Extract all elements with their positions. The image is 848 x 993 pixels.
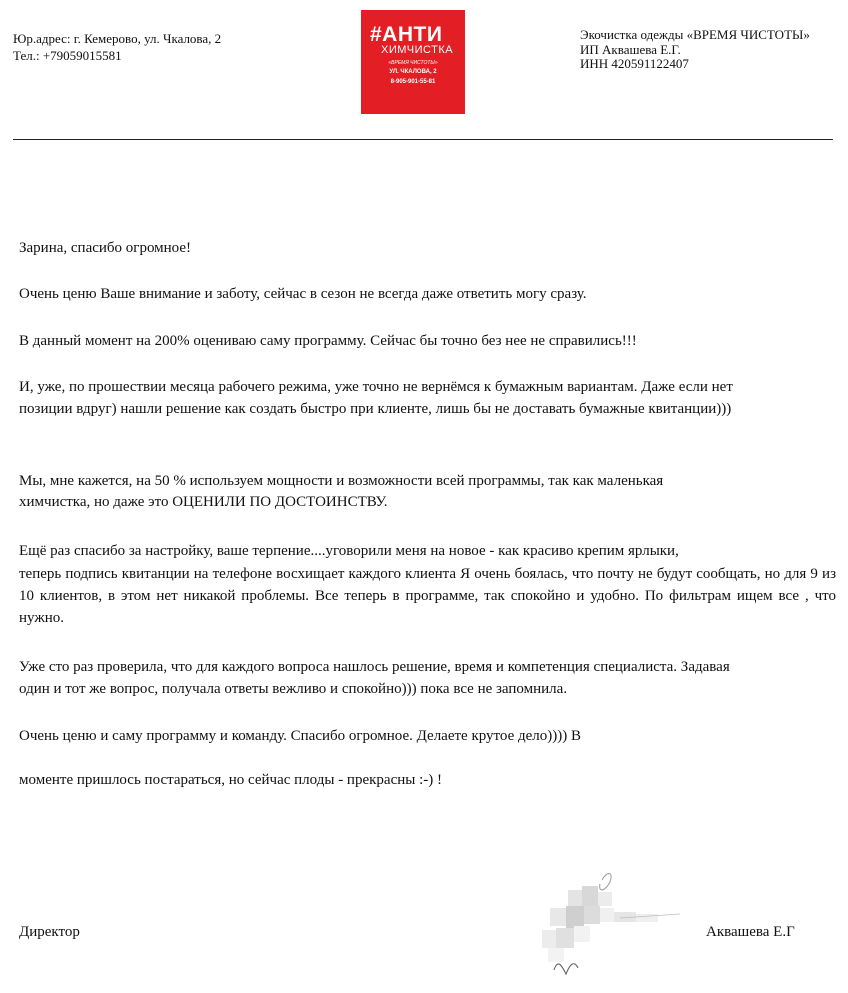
- legal-address: Юр.адрес: г. Кемерово, ул. Чкалова, 2: [13, 31, 222, 46]
- logo-tagline: «ВРЕМЯ ЧИСТОТЫ»: [388, 60, 438, 66]
- paragraph-attention: Очень ценю Ваше внимание и заботу, сейчас в сезон не всегда даже ответить могу сразу.: [19, 286, 587, 302]
- logo-phone: 8-905-901-55-81: [390, 79, 436, 85]
- greeting: Зарина, спасибо огромное!: [19, 240, 192, 256]
- header-company: [580, 28, 810, 72]
- paragraph-capacity-line-2: химчистка, но даже это ОЦЕНИЛИ ПО ДОСТОИНСТВУ.: [19, 494, 388, 510]
- paragraph-program: В данный момент на 200% оцениваю саму программу. Сейчас бы точно без нее не справились!!!: [19, 333, 637, 349]
- paragraph-result: моменте пришлось постараться, но сейчас плоды - прекрасны :-) !: [19, 772, 442, 788]
- paragraph-support-line-2: один и тот же вопрос, получала ответы вежливо и спокойно))) пока все не запомнила.: [19, 681, 568, 697]
- paragraph-paper-line-1: И, уже, по прошествии месяца рабочего режима, уже точно не вернёмся к бумажным вариантам. Даже если нет: [19, 379, 733, 395]
- paragraph-setup-rest: теперь подпись квитанции на телефоне восхищает каждого клиента Я очень боялась, что почту не будут сообщать, но для 9 из 10 клиентов, в этом нет никакой проблемы. Все теперь в программе, так спокойно и удобно. По фильтрам ищем все , что нужно.: [19, 566, 836, 626]
- paragraph-team: Очень ценю и саму программу и команду. Спасибо огромное. Делаете крутое дело)))) В: [19, 728, 582, 744]
- inn-number: ИНН 420591122407: [580, 56, 689, 71]
- signature-image: [540, 860, 690, 990]
- company-logo: [361, 10, 465, 114]
- company-name: Экочистка одежды «ВРЕМЯ ЧИСТОТЫ»: [580, 27, 810, 42]
- signer-name: Аквашева Е.Г: [706, 924, 795, 940]
- logo-address: УЛ. ЧКАЛОВА, 2: [389, 69, 437, 75]
- signer-title: Директор: [19, 924, 80, 940]
- paragraph-setup-line-1: Ещё раз спасибо за настройку, ваше терпение....уговорили меня на новое - как красиво крепим ярлыки,: [19, 543, 679, 559]
- paragraph-paper-line-2: позиции вдруг) нашли решение как создать быстро при клиенте, лишь бы не доставать бумажные квитанции))): [19, 401, 732, 417]
- header-contact: [13, 30, 221, 64]
- owner-name: ИП Аквашева Е.Г.: [580, 41, 681, 57]
- paragraph-support-line-1: Уже сто раз проверила, что для каждого вопроса нашлось решение, время и компетенция специалиста. Задавая: [19, 659, 730, 675]
- phone-number: Тел.: +79059015581: [13, 48, 122, 63]
- logo-subtitle: ХИМЧИСТКА: [381, 44, 454, 56]
- header-divider: [13, 139, 833, 140]
- paragraph-capacity-line-1: Мы, мне кажется, на 50 % используем мощности и возможности всей программы, так как маленькая: [19, 473, 664, 489]
- logo-title: #АНТИ: [370, 23, 443, 46]
